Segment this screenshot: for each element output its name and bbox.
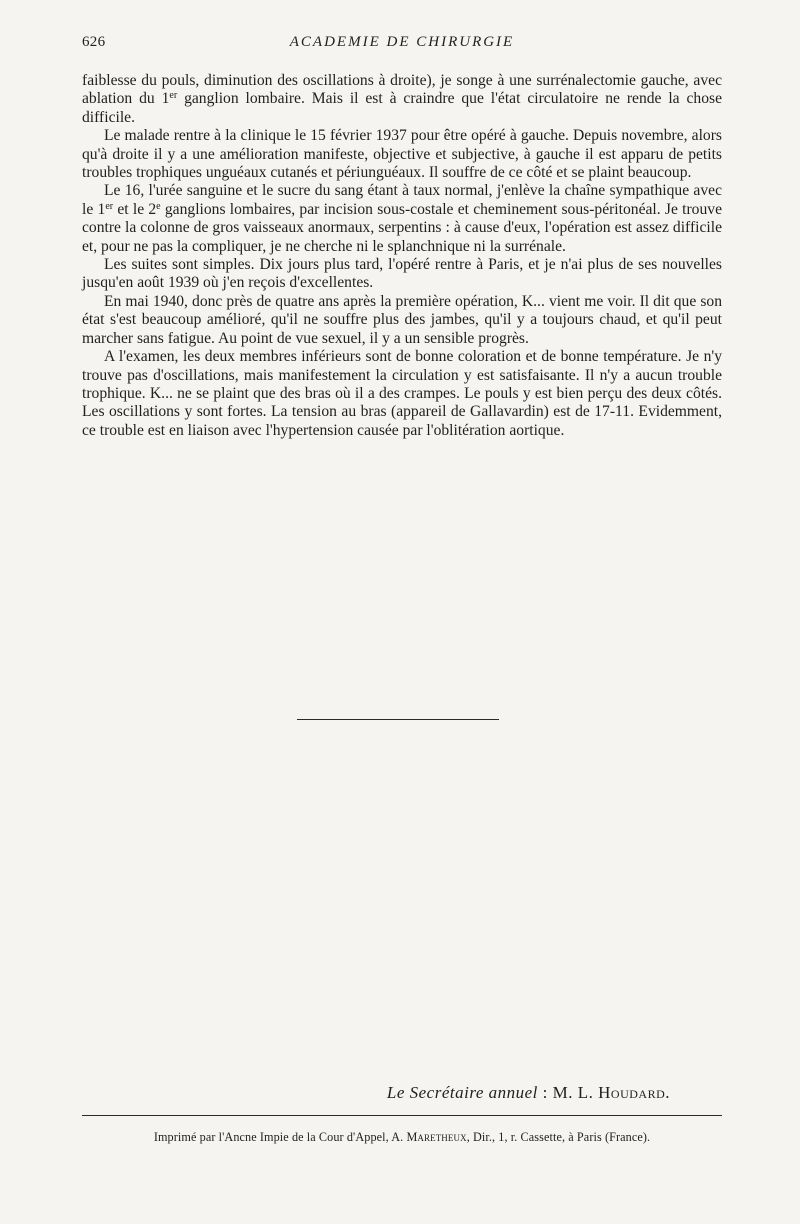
paragraph-3-text-c: ganglions lombaires, par incision sous-costale et cheminement sous-péritonéal. Je trouve contre la colonne de gros vaisseaux anormaux, serpentins : à cause d'eux, l'opération est assez difficile et, pour ne pas la compliquer, je ne cherche ni le splanchnique ni la surrénale. bbox=[82, 200, 722, 255]
paragraph-3 bbox=[82, 182, 722, 256]
paragraph-2: Le malade rentre à la clinique le 15 février 1937 pour être opéré à gauche. Depuis novembre, alors qu'à droite il y a une amélioration manifeste, objective et subjective, à gauche il est apparu de petits troubles trophiques unguéaux cutanés et périunguéaux. Il souffre de ce côté et se plaint beaucoup. bbox=[82, 127, 722, 182]
signature-name: Houdard. bbox=[598, 1083, 670, 1102]
ordinal-superscript: er bbox=[105, 200, 114, 212]
paragraph-1-text-b: ganglion lombaire. Mais il est à craindre que l'état circulatoire ne rende la chose difficile. bbox=[82, 90, 722, 126]
imprint-printer-name: Maretheux bbox=[406, 1130, 467, 1144]
paragraph-1 bbox=[82, 72, 722, 127]
footer-rule bbox=[82, 1115, 722, 1116]
signature-separator: : bbox=[537, 1083, 553, 1102]
running-head bbox=[82, 34, 722, 56]
signature-role: Le Secrétaire annuel bbox=[386, 1083, 538, 1102]
signature-name-prefix: M. L. bbox=[552, 1083, 599, 1102]
imprint-text-a: Imprimé par l'Ancne Impie de la Cour d'Appel, A. bbox=[153, 1130, 407, 1144]
paragraph-3-text-a: Le 16, l'urée sanguine et le sucre du sang étant à taux normal, j'enlève la chaîne sympathique avec le 1 bbox=[82, 182, 722, 218]
paragraph-6: A l'examen, les deux membres inférieurs sont de bonne coloration et de bonne température. Je n'y trouve pas d'oscillations, mais manifestement la circulation y est satisfaisante. Il n'y a aucun trouble trophique. K... ne se plaint que des bras où il a des crampes. Le pouls y est bien perçu des deux côtés. Les oscillations y sont fortes. La tension au bras (appareil de Gallavardin) est de 17-11. Evidemment, ce trouble est en liaison avec l'hypertension causée par l'oblitération aortique. bbox=[82, 348, 722, 439]
section-end-rule bbox=[297, 719, 499, 720]
ordinal-superscript: e bbox=[156, 200, 161, 212]
printer-imprint bbox=[82, 1130, 722, 1145]
page-number: 626 bbox=[82, 34, 106, 50]
article-body bbox=[82, 72, 722, 440]
signature-line bbox=[387, 1083, 670, 1103]
paragraph-5: En mai 1940, donc près de quatre ans après la première opération, K... vient me voir. Il dit que son état s'est beaucoup amélioré, qu'il ne souffre plus des jambes, qu'il y a toujours chaud, et qu'il peut marcher sans fatigue. Au point de vue sexuel, il y a un sensible progrès. bbox=[82, 292, 722, 347]
paragraph-1-text-a: faiblesse du pouls, diminution des oscillations à droite), je songe à une surrénalectomie gauche, avec ablation du 1 bbox=[82, 72, 722, 108]
imprint-text-b: , Dir., 1, r. Cassette, à Paris (France). bbox=[466, 1130, 651, 1144]
ordinal-superscript: er bbox=[169, 90, 178, 102]
journal-title: ACADEMIE DE CHIRURGIE bbox=[289, 34, 515, 50]
paragraph-3-text-b: et le 2 bbox=[113, 200, 157, 218]
paragraph-4: Les suites sont simples. Dix jours plus tard, l'opéré rentre à Paris, et je n'ai plus de ses nouvelles jusqu'en août 1939 où j'en reçois d'excellentes. bbox=[82, 256, 722, 292]
